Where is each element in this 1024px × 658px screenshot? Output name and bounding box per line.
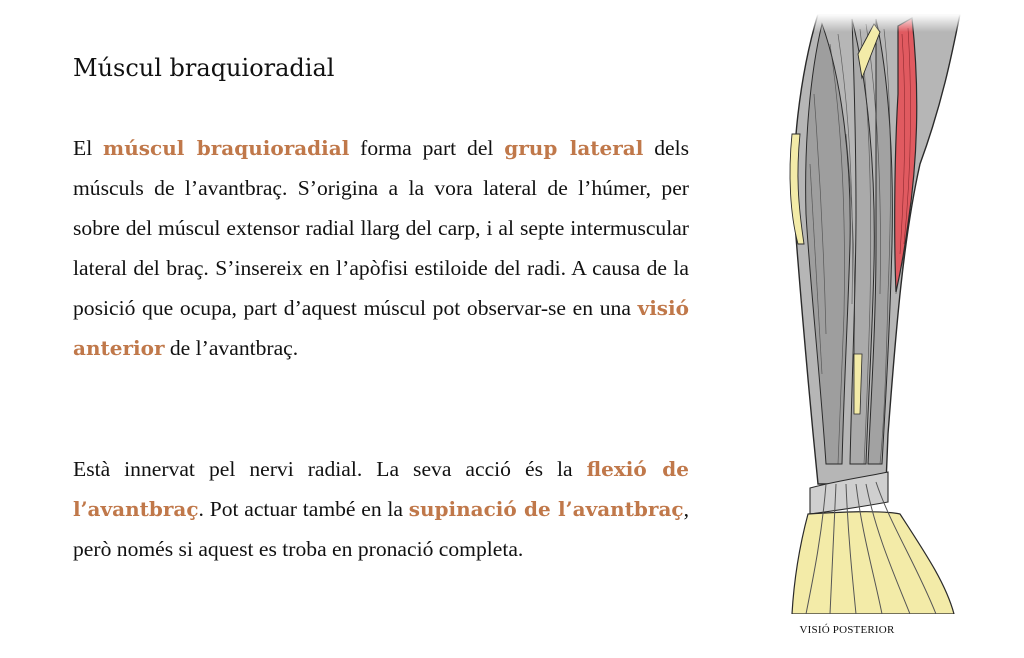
text-segment: . Pot actuar també en la [198, 497, 409, 521]
link-flexio-avantbrac[interactable]: flexió de l’avantbraç [73, 457, 689, 521]
text-segment: forma part del [349, 136, 505, 160]
text-segment: Està innervat pel nervi radial. La seva acció és la [73, 457, 587, 481]
link-supinacio-avantbrac[interactable]: supinació de l’avantbraç [408, 497, 684, 521]
figure-caption: VISIÓ POSTERIOR [799, 624, 895, 636]
text-segment: El [73, 136, 104, 160]
link-musculo-braquioradial[interactable]: múscul braquioradial [103, 136, 350, 160]
paragraph-1 [73, 128, 689, 368]
text-segment: dels músculs de l’avantbraç. S’origina a la vora lateral de l’húmer, per sobre del múscul extensor radial llarg del carp, i al septe intermuscular lateral del braç. S’insereix en l’apòfisi estiloide del radi. A causa de la posició que ocupa, part d’aquest múscul pot observar-se en una [73, 136, 689, 320]
paragraph-2 [73, 449, 689, 569]
text-segment: , però només si aquest es troba en pronació completa. [73, 497, 689, 561]
link-visio-anterior[interactable]: visió anterior [73, 296, 689, 360]
text-segment: de l’avantbraç. [164, 336, 299, 360]
link-grup-lateral[interactable]: grup lateral [504, 136, 644, 160]
forearm-illustration [770, 14, 970, 614]
page-title: Múscul braquioradial [73, 54, 335, 82]
